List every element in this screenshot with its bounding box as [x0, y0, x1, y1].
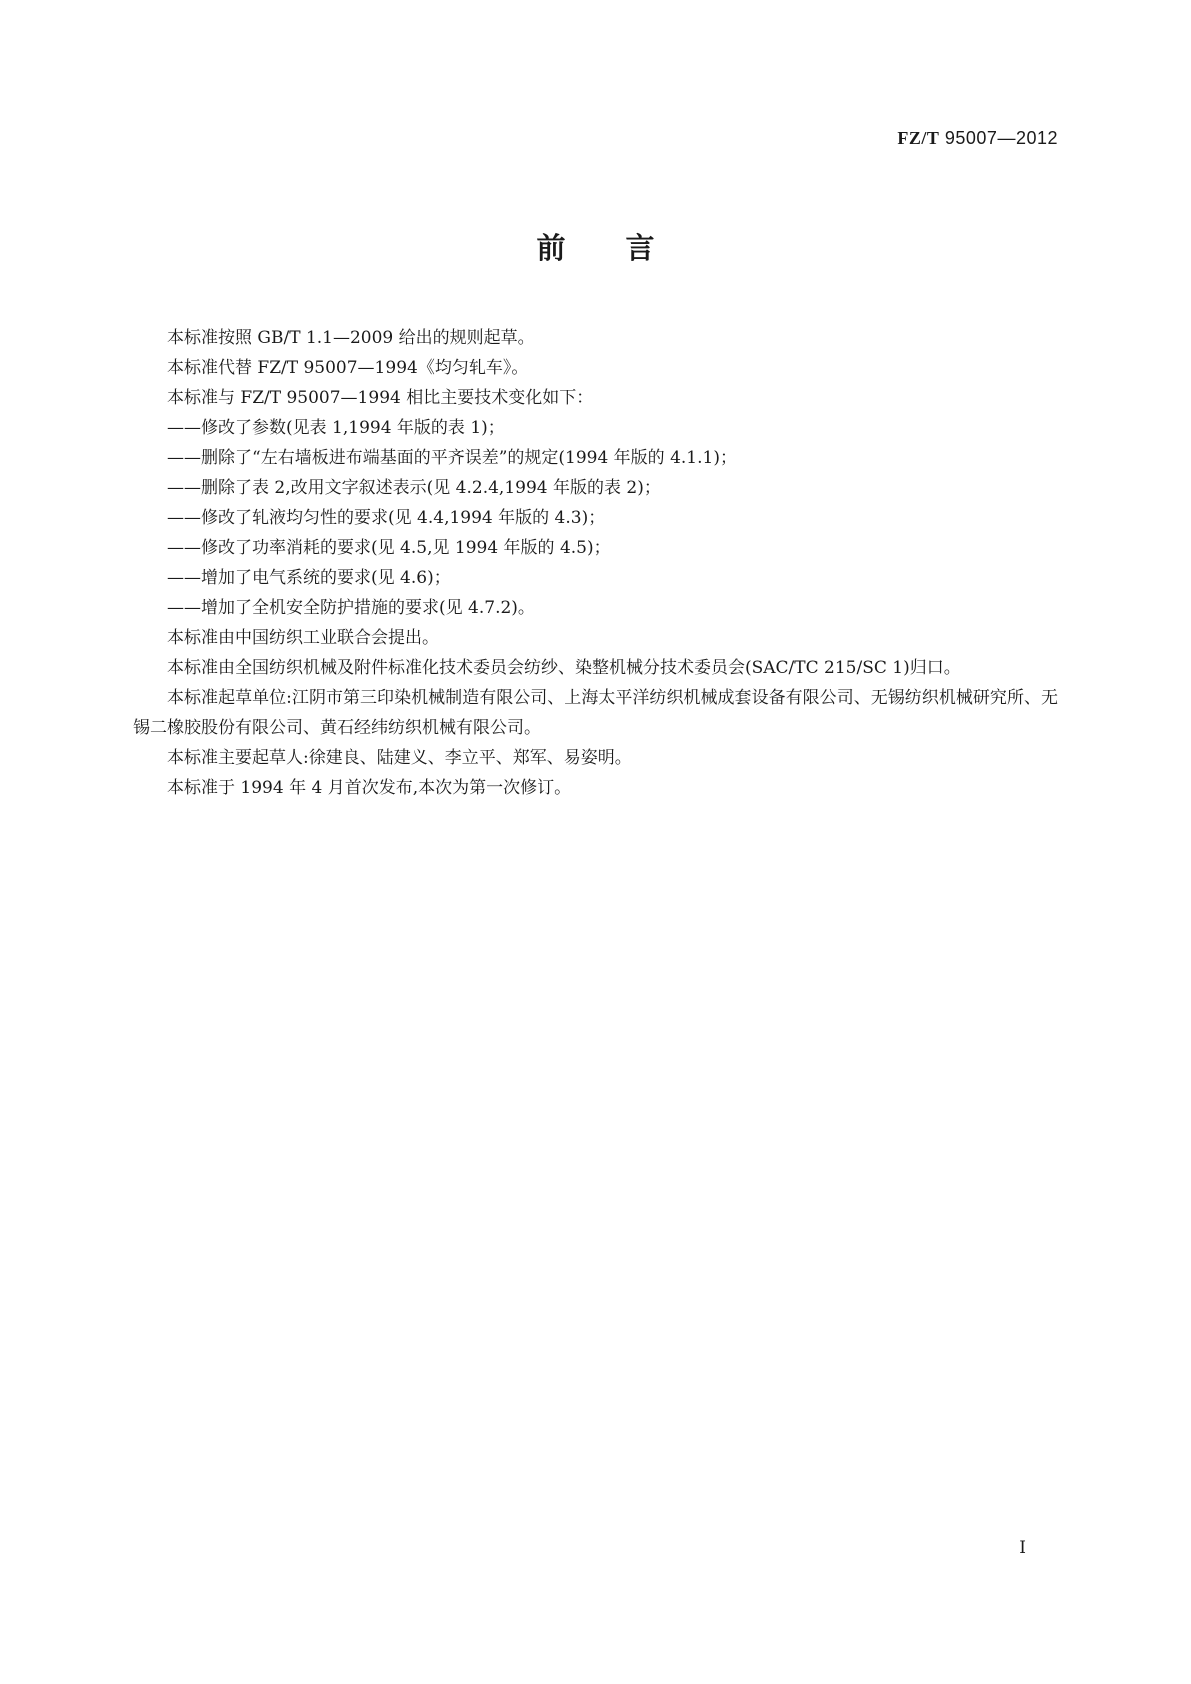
change-list-item: ——修改了功率消耗的要求(见 4.5,见 1994 年版的 4.5)；: [167, 538, 611, 558]
standard-code: [897, 128, 1058, 149]
change-list-item: ——删除了“左右墙板进布端基面的平齐误差”的规定(1994 年版的 4.1.1)；: [167, 448, 737, 468]
paragraph: 本标准与 FZ/T 95007—1994 相比主要技术变化如下：: [167, 388, 594, 408]
page-number: I: [1019, 1538, 1026, 1558]
standard-code-prefix: FZ/T: [897, 128, 940, 148]
paragraph: 本标准于 1994 年 4 月首次发布,本次为第一次修订。: [167, 778, 572, 798]
page-title: 前言: [536, 231, 715, 265]
paragraph: 本标准主要起草人:徐建良、陆建义、李立平、郑军、易姿明。: [167, 748, 632, 768]
change-list-item: ——删除了表 2,改用文字叙述表示(见 4.2.4,1994 年版的表 2)；: [167, 478, 661, 498]
paragraph: 本标准起草单位:江阴市第三印染机械制造有限公司、上海太平洋纺织机械成套设备有限公司、无锡纺织机械研究所、无锡二橡胶股份有限公司、黄石经纬纺织机械有限公司。: [133, 688, 1058, 738]
change-list-item: ——增加了全机安全防护措施的要求(见 4.7.2)。: [167, 598, 535, 618]
paragraph: 本标准按照 GB/T 1.1—2009 给出的规则起草。: [167, 328, 535, 348]
foreword-body: [133, 323, 1058, 803]
standard-code-number: 95007—2012: [939, 128, 1058, 148]
change-list-item: ——修改了参数(见表 1,1994 年版的表 1)；: [167, 418, 505, 438]
change-list-item: ——增加了电气系统的要求(见 4.6)；: [167, 568, 451, 588]
paragraph: 本标准由全国纺织机械及附件标准化技术委员会纺纱、染整机械分技术委员会(SAC/TC 215/SC 1)归口。: [167, 658, 961, 678]
paragraph: 本标准代替 FZ/T 95007—1994《均匀轧车》。: [167, 358, 529, 378]
change-list-item: ——修改了轧液均匀性的要求(见 4.4,1994 年版的 4.3)；: [167, 508, 606, 528]
paragraph: 本标准由中国纺织工业联合会提出。: [167, 628, 439, 648]
